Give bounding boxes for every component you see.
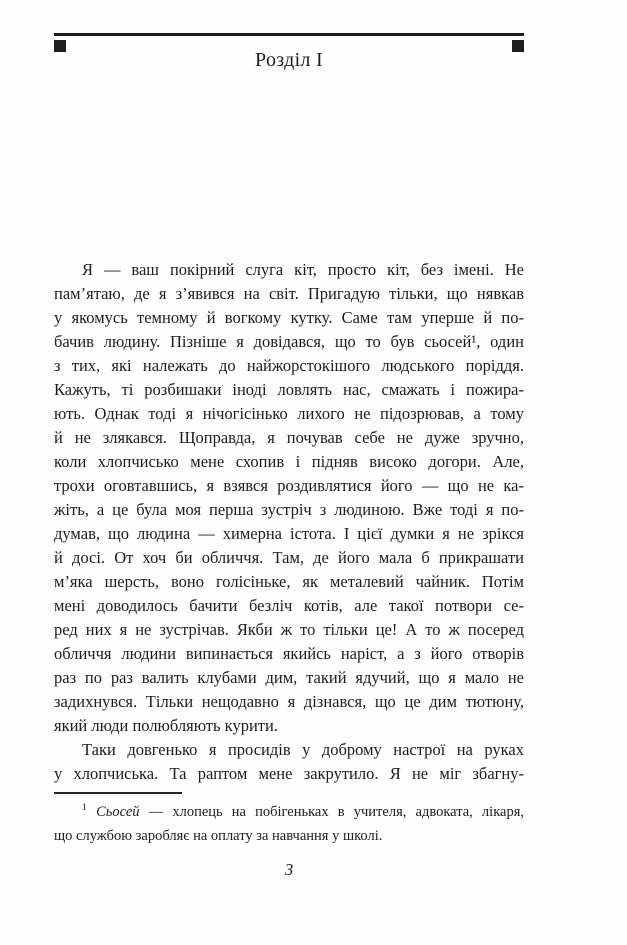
body-line: думав, що людина — химерна істота. І цієї думки я не зрікся (54, 524, 524, 543)
body-line: задихнувся. Тільки нещодавно я дізнався, що це дим тютюну, (54, 692, 524, 711)
paragraph (54, 258, 524, 738)
chapter-title: Розділ I (255, 49, 323, 71)
body-line: м’яка шерсть, воно голісіньке, як металевий чайник. Потім (54, 572, 524, 591)
body-line: який люди полюбляють курити. (54, 716, 278, 735)
body-line: ред них я не зустрічав. Якби ж то тільки це! А то ж посеред (54, 620, 524, 639)
body-line: трохи оговтавшись, я взявся роздивлятися його — що не ка- (54, 476, 524, 495)
body-line: пам’ятаю, де я з’явився на світ. Пригадую тільки, що нявкав (54, 284, 524, 303)
footnote-rule (54, 792, 182, 794)
body-line: бачив людину. Пізніше я довідався, що то був сьосей¹, один (54, 332, 524, 351)
body-line: жіть, а це була моя перша зустріч з людиною. Вже тоді я по- (54, 500, 524, 519)
body-line: Кажуть, ті розбишаки іноді ловлять нас, смажать і пожира- (54, 380, 524, 399)
body-line: ють. Однак тоді я нічогісінько лихого не підозрював, а тому (54, 404, 524, 423)
body-line: у хлопчиська. Та раптом мене закрутило. Я не міг збагну- (54, 764, 524, 783)
body-line: мені доводилось бачити безліч котів, але такої потвори се- (54, 596, 524, 615)
footnote (54, 800, 524, 848)
paragraph (54, 738, 524, 786)
body-line: й не злякався. Щоправда, я почував себе не дуже зручно, (54, 428, 524, 447)
footnote-text: — хлопець на побігеньках в учителя, адвоката, лікаря, (148, 804, 525, 820)
body-line: Таки довгенько я просидів у доброму настрої на руках (82, 740, 524, 759)
body-line: обличчя людини випинається якийсь наріст, а з його отворів (54, 644, 524, 663)
footnote-line-1 (54, 800, 524, 824)
body-line: раз по раз валить клубами дим, такий ядучий, що я мало не (54, 668, 524, 687)
body-line: й досі. От хоч би обличчя. Там, де його мала б прикрашати (54, 548, 524, 567)
body-line: Я — ваш покірний слуга кіт, просто кіт, без імені. Не (82, 260, 524, 279)
page-number: 3 (284, 860, 294, 879)
body-line: коли хлопчисько мене схопив і підняв високо догори. Але, (54, 452, 524, 471)
body-line: з тих, які належать до найжорстокішого людського поріддя. (54, 356, 524, 375)
footnote-marker: 1 (82, 802, 87, 814)
footnote-line-2: що службою заробляє на оплату за навчання у школі. (54, 828, 383, 844)
body-line: у якомусь темному й вогкому кутку. Саме там уперше й по- (54, 308, 524, 327)
body-text (54, 258, 524, 786)
footnote-term: Сьосей (96, 804, 140, 820)
header-rule (54, 33, 524, 36)
